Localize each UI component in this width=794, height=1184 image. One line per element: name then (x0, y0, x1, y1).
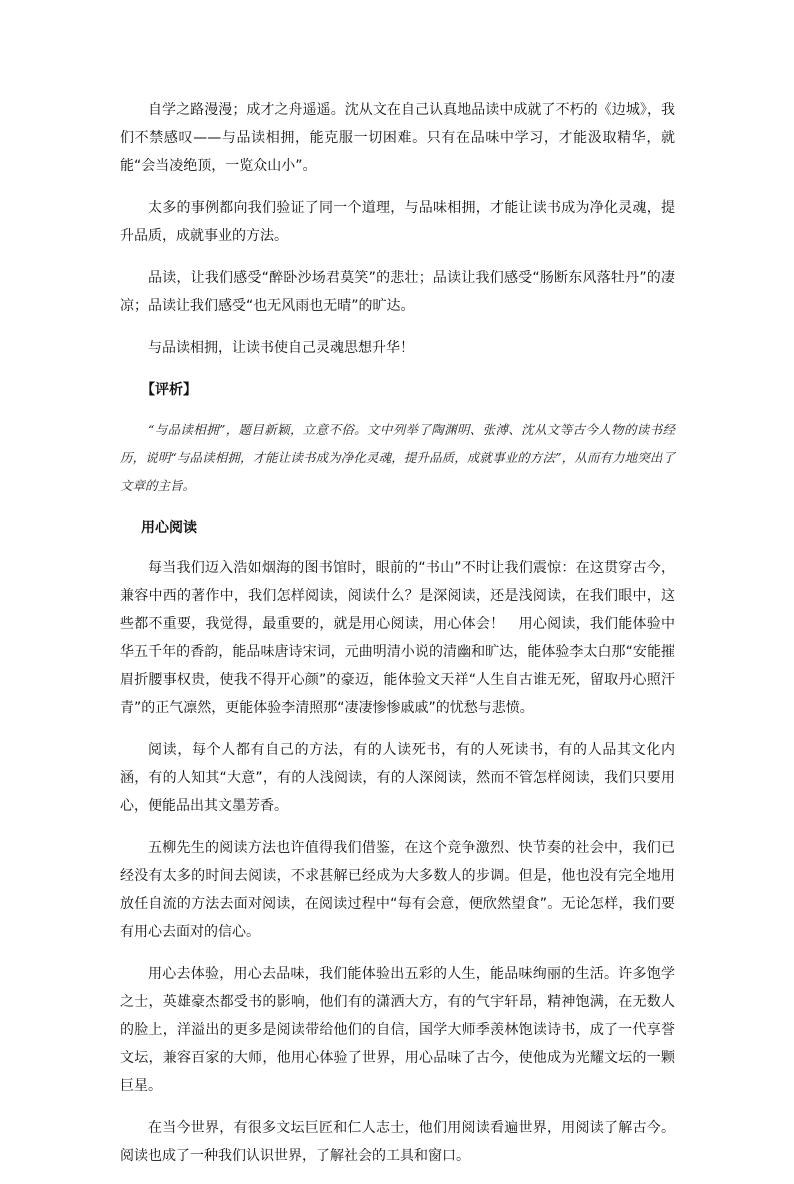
paragraph: 自学之路漫漫；成才之舟遥遥。沈从文在自己认真地品读中成就了不朽的《边城》，我们不禁感叹——与品读相拥，能克服一切困难。只有在品味中学习，才能汲取精华，就能“会当凌绝顶，一览众山小”。 (120, 102, 675, 174)
paragraph: 与品读相拥，让读书使自己灵魂思想升华！ (148, 340, 414, 356)
essay-title: 用心阅读 (141, 520, 197, 536)
paragraph: 太多的事例都向我们验证了同一个道理，与品味相拥，才能让读书成为净化灵魂，提升品质，成就事业的方法。 (120, 200, 675, 244)
document-page (120, 96, 675, 1184)
comment-heading: 【评析】 (141, 382, 197, 398)
paragraph: 用心去体验，用心去品味，我们能体验出五彩的人生，能品味绚丽的生活。许多饱学之士，英雄豪杰都受书的影响，他们有的潇洒大方，有的气宇轩昂，精神饱满，在无数人的脸上，洋溢出的更多是阅读带给他们的自信，国学大师季羡林饱读诗书，成了一代享誉文坛，兼容百家的大师，他用心体验了世界，用心品味了古今，使他成为光耀文坛的一颗巨星。 (120, 966, 675, 1094)
paragraph: 五柳先生的阅读方法也许值得我们借鉴，在这个竞争激烈、快节奏的社会中，我们已经没有太多的时间去阅读，不求甚解已经成为大多数人的步调。但是，他也没有完全地用放任自流的方法去面对阅读，在阅读过程中“每有会意，便欣然望食”。无论怎样，我们要有用心去面对的信心。 (120, 840, 675, 940)
paragraph: 阅读，每个人都有自己的方法，有的人读死书，有的人死读书，有的人品其文化内涵，有的人知其“大意”，有的人浅阅读，有的人深阅读，然而不管怎样阅读，我们只要用心，便能品出其文墨芳香。 (120, 742, 675, 814)
paragraph: 在当今世界，有很多文坛巨匠和仁人志士，他们用阅读看遍世界，用阅读了解古今。阅读也成了一种我们认识世界，了解社会的工具和窗口。 (120, 1120, 675, 1164)
paragraph: 每当我们迈入浩如烟海的图书馆时，眼前的“书山”不时让我们震惊：在这贯穿古今，兼容中西的著作中，我们怎样阅读，阅读什么？是深阅读，还是浅阅读，在我们眼中，这些都不重要，我觉得，最重要的，就是用心阅读，用心体会！ 用心阅读，我们能体验中华五千年的香韵，能品味唐诗宋词，元曲明清小说的清幽和旷达，能体验李太白那“安能摧眉折腰事权贵，使我不得开心颜”的豪迈，能体验文天祥“人生自古谁无死，留取丹心照汗青”的正气凛然，更能体验李清照那“凄凄惨惨戚戚”的忧愁与悲愤。 (120, 560, 675, 716)
paragraph: 品读，让我们感受“醉卧沙场君莫笑”的悲壮；品读让我们感受“肠断东风落牡丹”的凄凉；品读让我们感受“也无风雨也无晴”的旷达。 (120, 270, 675, 314)
comment-text: “与品读相拥”，题目新颖，立意不俗。文中列举了陶渊明、张溥、沈从文等古今人物的读书经历，说明“与品读相拥，才能让读书成为净化灵魂，提升品质，成就事业的方法”，从而有力地突出了文章的主旨。 (120, 422, 675, 493)
